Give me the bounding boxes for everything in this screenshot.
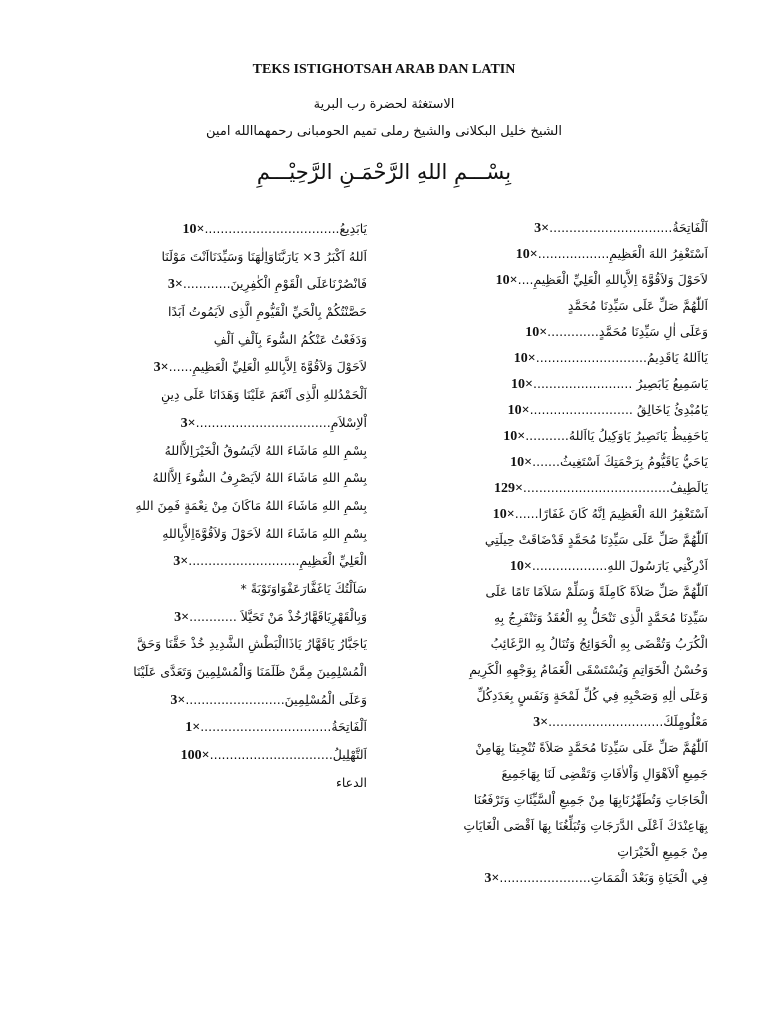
prayer-line bbox=[95, 409, 367, 437]
repetition-count: 3× bbox=[167, 277, 183, 293]
prayer-text: فِي الْحَيَاةِ وَبَعْدَ الْمَمَاتِ....................... bbox=[499, 870, 708, 885]
repetition-count: 10× bbox=[503, 429, 526, 444]
prayer-line bbox=[95, 520, 367, 548]
arabic-subtitle: الاستغثة لحضرة رب البرية bbox=[313, 97, 455, 112]
prayer-line bbox=[95, 686, 367, 714]
prayer-text: اَسْتَغْفِرُ اللهَ الْعَظِيمِ.................. bbox=[537, 246, 708, 261]
prayer-line bbox=[408, 215, 708, 241]
prayer-line bbox=[95, 381, 367, 409]
prayer-text: وَعَلَى اٰلِ سَيِّدِنَا مُحَمَّدٍ............. bbox=[547, 324, 708, 339]
prayer-text: يَابَدِيعُ.................................. bbox=[204, 221, 367, 236]
prayer-text: مَعْلُومٍلَكَ............................. bbox=[548, 714, 708, 729]
prayer-line bbox=[95, 464, 367, 492]
prayer-line bbox=[408, 813, 708, 839]
repetition-count: 3× bbox=[533, 715, 549, 730]
prayer-line bbox=[95, 270, 367, 298]
prayer-text: لاَحَوْلَ وَلاَقُوَّةَ اِلاَّبِاللهِ الْعَلِيِّ الْعَظِيمِ...... bbox=[168, 359, 367, 375]
prayer-text: يَاحَفِيظُ يَانَصِيرُ يَاوَكِيلُ يَااَللهُ........... bbox=[525, 428, 708, 443]
repetition-count: 10× bbox=[507, 403, 530, 418]
prayer-text: الْحَاجَاتِ وَتُطَهِّرُنَابِهَا مِنْ جَمِيعِ اْلسَّيِّئَاتِ وَتَرْفَعُنَا bbox=[473, 792, 708, 807]
prayer-text: اْلاِسْلاَمِ.................................. bbox=[195, 414, 367, 430]
prayer-line bbox=[408, 267, 708, 293]
repetition-count: 10× bbox=[182, 222, 205, 237]
prayer-line bbox=[408, 579, 708, 605]
prayer-line bbox=[408, 839, 708, 865]
prayer-text: يَاحَيُّ يَاقَيُّومُ بِرَحْمَتِكَ اَسْتَغِيثُ....... bbox=[532, 454, 708, 469]
left-column bbox=[95, 215, 367, 796]
prayer-line bbox=[408, 735, 708, 761]
prayer-text: اَلْفَاتِحَةُ............................... bbox=[549, 220, 708, 235]
repetition-count: 10× bbox=[495, 273, 518, 288]
prayer-text: يَااَللهُ يَاقَدِيمُ............................ bbox=[535, 350, 708, 365]
prayer-line bbox=[95, 603, 367, 631]
prayer-line bbox=[408, 683, 708, 709]
prayer-text: لاَحَوْلَ وَلاَقُوَّةَ اِلاَّبِاللهِ الْعَلِيِّ الْعَظِيمِ.... bbox=[517, 272, 708, 287]
repetition-count: 10× bbox=[513, 351, 536, 366]
prayer-text: بِسْمِ اللهِ مَاشَاءَ اللهُ لاَيَسُوقُ الْخَيْرَاِلاَّاللهُ bbox=[164, 442, 367, 458]
prayer-text: فَانْصُرْنَاعَلَى الْقَوْمِ الْكٰفِرِينَ............ bbox=[182, 276, 367, 292]
prayer-line bbox=[408, 709, 708, 735]
prayer-line bbox=[408, 501, 708, 527]
prayer-line bbox=[408, 631, 708, 657]
repetition-count: 10× bbox=[492, 507, 515, 522]
repetition-count: 10× bbox=[525, 325, 548, 340]
authors-line: الشيخ خليل البكلانى والشيخ رملى تميم الحومبانى رحمهماالله امين bbox=[206, 124, 562, 139]
prayer-text: يَامُبْدِئُ يَاخَالِقُ .......................... bbox=[529, 402, 708, 417]
prayer-text: يَالَطِيفُ..................................... bbox=[522, 480, 708, 495]
repetition-count: 3× bbox=[484, 871, 500, 886]
prayer-line bbox=[95, 547, 367, 575]
prayer-text: اَدْرِكْنِي يَارَسُولَ اللهِ................... bbox=[531, 558, 708, 573]
prayer-text: اَللّٰهُمَّ صَلِّ عَلَى سَيِّدِنَا مُحَمَّدٍ قَدْضَاقَتْ حِيلَتِي bbox=[484, 532, 708, 547]
prayer-line bbox=[95, 492, 367, 520]
prayer-line bbox=[408, 605, 708, 631]
repetition-count: 3× bbox=[170, 692, 186, 708]
prayer-text: وَحُسْنُ الْخَوَاتِمِ وَيُسْتَسْقَى الْغَمَامُ بِوَجْهِهِ الْكَرِيمِ bbox=[469, 662, 708, 677]
prayer-text: الدعاء bbox=[336, 774, 367, 790]
repetition-count: 10× bbox=[510, 455, 533, 470]
prayer-line bbox=[408, 293, 708, 319]
repetition-count: 3× bbox=[174, 609, 190, 625]
prayer-line bbox=[408, 657, 708, 683]
prayer-text: بِسْمِ اللهِ مَاشَاءَ اللهُ لاَحَوْلَ وَلاَقُوَّةَاِلاَّبِاللهِ bbox=[162, 525, 367, 541]
prayer-line bbox=[408, 449, 708, 475]
prayer-line bbox=[408, 371, 708, 397]
prayer-line bbox=[408, 787, 708, 813]
prayer-text: مِنْ جَمِيعِ الْخَيْرَاتِ bbox=[617, 844, 708, 859]
prayer-line bbox=[95, 769, 367, 797]
prayer-line bbox=[408, 397, 708, 423]
repetition-count: 3× bbox=[173, 554, 189, 570]
repetition-count: 129× bbox=[493, 481, 523, 496]
prayer-line bbox=[408, 319, 708, 345]
prayer-text: وَدَفَعْتُ عَنْكُمُ السُّوءَ بِاَلْفِ اَلْفِ bbox=[213, 331, 367, 347]
prayer-line bbox=[95, 658, 367, 686]
repetition-count: 10× bbox=[515, 247, 538, 262]
prayer-line bbox=[95, 298, 367, 326]
prayer-line bbox=[408, 241, 708, 267]
prayer-line bbox=[95, 437, 367, 465]
repetition-count: 3× bbox=[180, 415, 196, 431]
basmala: بِسْـــمِ اللهِ الرَّحْمَـنِ الرَّحِيْـــمِ bbox=[256, 160, 512, 184]
prayer-text: وَعَلَى اٰلِهِ وَصَحْبِهِ فِي كُلِّ لَمْحَةٍ وَنَفَسٍ بِعَدَدِكُلِّ bbox=[476, 688, 708, 703]
repetition-count: 3× bbox=[534, 221, 550, 236]
prayer-text: اَللّٰهُمَّ صَلِّ عَلَى سَيِّدِنَا مُحَمَّدٍ صَلاَةً تُنْجِينَا بِهَامِنْ bbox=[475, 740, 708, 755]
prayer-text: سَيِّدِنَا مُحَمَّدٍ الَّذِى تَنْحَلُّ بِهِ الْعُقَدُ وَتَنْفَرِجُ بِهِ bbox=[493, 610, 708, 625]
prayer-line bbox=[95, 575, 367, 603]
prayer-text: اَللّٰهُمَّ صَلِّ عَلَى سَيِّدِنَا مُحَمَّدٍ bbox=[567, 298, 708, 313]
prayer-line bbox=[95, 243, 367, 271]
prayer-text: بِسْمِ اللهِ مَاشَاءَ اللهُ مَاكَانَ مِنْ نِعْمَةٍ فَمِنَ اللهِ bbox=[135, 497, 367, 513]
prayer-line bbox=[95, 215, 367, 243]
prayer-text: يَاجَبَّارُ يَاقَهَّارُ يَاذَاالْبَطْشِ الشَّدِيدِ خُذْ حَقَّنَا وَحَقَّ bbox=[136, 636, 367, 652]
prayer-line bbox=[408, 761, 708, 787]
prayer-line bbox=[95, 630, 367, 658]
prayer-line bbox=[95, 326, 367, 354]
prayer-text: سَاَلْتُكَ يَاغَفَّارَعَفْوَاوَتَوْبَةً * bbox=[240, 580, 367, 596]
prayer-line bbox=[408, 865, 708, 891]
prayer-text: يَاسَمِيعُ يَابَصِيرُ ......................... bbox=[533, 376, 708, 391]
repetition-count: 10× bbox=[509, 559, 532, 574]
prayer-text: اَلْحَمْدُللهِ الَّذِى اَنْعَمَ عَلَيْنَا وَهَدَانَا عَلَى دِينِ bbox=[160, 387, 367, 403]
prayer-text: الْكُرَبُ وَتُقْضَى بِهِ الْحَوَائِجُ وَتُنَالُ بِهِ الرَّغَائِبُ bbox=[490, 636, 708, 651]
prayer-text: اَلْفَاتِحَةُ................................. bbox=[200, 719, 367, 735]
prayer-line bbox=[95, 713, 367, 741]
right-column bbox=[408, 215, 708, 891]
document-title: TEKS ISTIGHOTSAH ARAB DAN LATIN bbox=[252, 62, 516, 77]
prayer-text: بِسْمِ اللهِ مَاشَاءَ اللهُ لاَيَصْرِفُ السُّوءَ اِلاَّاللهُ bbox=[152, 470, 367, 486]
repetition-count: 100× bbox=[180, 748, 210, 764]
prayer-text: بِهَاعِنْدَكَ اَعْلَى الدَّرَجَاتِ وَتُبَلِّغُنَا بِهَا اَقْصَى الْغَايَاتِ bbox=[463, 818, 708, 833]
repetition-count: 10× bbox=[511, 377, 534, 392]
prayer-text: حَصَّنْتُكُمْ بِالْحَيِّ الْقَيُّومِ الَّذِى لاَيَمُوتُ اَبَدًا bbox=[167, 304, 367, 320]
prayer-line bbox=[408, 553, 708, 579]
prayer-text: اَلتَّهْلِيلُ............................... bbox=[209, 747, 367, 763]
prayer-text: الْعَلِيِّ الْعَظِيمِ............................ bbox=[188, 553, 367, 569]
prayer-text: اَللّٰهُمَّ صَلِّ صَلاَةً كَامِلَةً وَسَلِّمْ سَلاَمًا تَامًا عَلَى bbox=[485, 584, 708, 599]
prayer-line bbox=[408, 345, 708, 371]
prayer-line bbox=[408, 423, 708, 449]
prayer-line bbox=[95, 741, 367, 769]
repetition-count: 3× bbox=[153, 360, 169, 376]
prayer-text: اَللهُ اَكْبَرُ 3× يَارَبَّنَاوَاِلٰهَنَا وَسَيِّدَنَااَنْتَ مَوْلَنَا bbox=[161, 248, 367, 264]
prayer-line bbox=[95, 353, 367, 381]
repetition-count: 1× bbox=[185, 720, 201, 736]
prayer-text: وَبِالْقَهْرِيَاقَهَّارُخُذْ مَنْ تَحَيَّلاَ ............ bbox=[189, 608, 367, 624]
prayer-text: الْمُسْلِمِينَ مِمَّنْ ظَلَمَنَا وَالْمُسْلِمِينَ وَتَعَدَّى عَلَيْنَا bbox=[133, 664, 367, 679]
prayer-line bbox=[408, 475, 708, 501]
prayer-text: جَمِيعِ اْلاَهْوَالِ وَاْلاٰفَاتِ وَتَقْضِى لَنَا بِهَاجَمِيعَ bbox=[501, 766, 708, 781]
prayer-text: وَعَلَى الْمُسْلِمِينَ......................... bbox=[185, 691, 367, 707]
prayer-line bbox=[408, 527, 708, 553]
prayer-text: اَسْتَغْفِرُ اللهَ الْعَظِيمَ اِنَّهُ كَانَ غَفَارًا...... bbox=[514, 506, 708, 521]
